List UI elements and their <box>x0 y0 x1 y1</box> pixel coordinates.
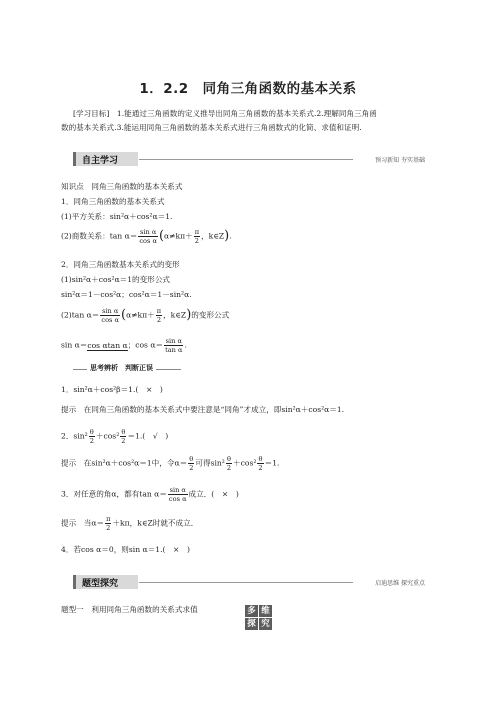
section-subtitle: 启迪思维 探究重点 <box>375 580 425 587</box>
quotient-relation: (2)商数关系：tan α＝ $\frac{\text{sin α}}{\text{cos α}}$ (α≠kπ＋ $\frac{\pi}{2}$ ，k∈Z). <box>61 228 232 245</box>
condition-a: α≠kπ＋ <box>164 231 193 241</box>
fraction-sin-tan: $\frac{\text{sin α}}{\text{tan α}}$ <box>165 337 183 354</box>
question-1: 1．sin²α＋cos²β＝1.( × ) <box>61 385 163 394</box>
multi-dimension-badge: 多 维 探 究 <box>245 605 273 631</box>
page-title: 1．2.2 同角三角函数的基本关系 <box>139 81 357 97</box>
section-label-box <box>73 152 138 166</box>
objectives-line-1: [学习目标] 1.能通过三角函数的定义推导出同角三角函数的基本关系式.2.理解同角三角函 <box>73 109 377 118</box>
hint-3: 提示 当α＝ $\frac{\pi}{2}$ ＋kπ，k∈Z时就不成立． <box>61 515 199 532</box>
section-subtitle: 预习新知 夯实基础 <box>375 157 425 164</box>
condition-b: ，k∈Z <box>201 231 225 241</box>
question-type-1: 题型一 利用同角三角函数的关系式求值 <box>61 605 198 614</box>
question-3: 3．对任意的角α，都有tan α＝ $\frac{\text{sin α}}{\text{cos α}}$ 成立．( × ) <box>61 486 239 503</box>
hint-2: 提示 在sin²α＋cos²α＝1中，令α＝ $\frac{\theta}{2}$ 可得sin² $\frac{\theta}{2}$ ＋cos² $\frac{\theta}{2}$ ＝1. <box>61 455 280 472</box>
section-divider <box>139 159 353 160</box>
fraction-pi-2b: $\frac{\pi}{2}$ <box>156 307 162 324</box>
knowledge-item-1: 1．同角三角函数的基本关系式 <box>61 197 165 206</box>
think-tag-label: 思考辨析 判断正误 <box>87 363 156 373</box>
section-bar-exploration <box>73 575 425 589</box>
paren-open: ( <box>158 228 165 244</box>
paren-close: ) <box>224 228 230 244</box>
variant-2-formulas: sin α＝cos αtan α；cos α＝ $\frac{\text{sin α}}{\text{tan α}}$ . <box>61 337 187 354</box>
knowledge-item-2: 2．同角三角函数基本关系式的变形 <box>61 260 180 269</box>
question-2: 2．sin² $\frac{\theta}{2}$ ＋cos² $\frac{\theta}{2}$ ＝1.( √ ) <box>61 428 169 445</box>
fraction-pi-2: $\frac{\pi}{2}$ <box>194 228 200 245</box>
square-relation: (1)平方关系：sin²α＋cos²α＝1. <box>61 212 173 221</box>
fraction-sin-cos-2: $\frac{\text{sin α}}{\text{cos α}}$ <box>101 307 119 324</box>
underlined-answer: cos αtan α <box>87 340 128 350</box>
knowledge-heading: 知识点 同角三角函数的基本关系式 <box>61 182 183 191</box>
question-4: 4．若cos α＝0，则sin α＝1.( × ) <box>61 545 190 554</box>
variant-2: (2)tan α＝ $\frac{\text{sin α}}{\text{cos α}}$ (α≠kπ＋ $\frac{\pi}{2}$ ，k∈Z)的变形公式 <box>61 307 230 324</box>
think-tag <box>73 364 193 374</box>
hint-1: 提示 在同角三角函数的基本关系式中要注意是“同角”才成立，即sin²α＋cos²α＝1. <box>61 405 345 414</box>
quotient-prefix: (2)商数关系：tan α＝ <box>61 231 138 241</box>
section-label: 题型探究 <box>82 579 119 589</box>
objectives-line-2: 数的基本关系式.3.能运用同角三角函数的基本关系式进行三角函数式的化简、求值和证明. <box>61 123 362 132</box>
section-divider <box>139 582 353 583</box>
variant-1-formulas: sin²α＝1－cos²α；cos²α＝1－sin²α. <box>61 290 192 299</box>
fraction-sin-cos: $\frac{\text{sin α}}{\text{cos α}}$ <box>139 228 157 245</box>
section-label: 自主学习 <box>82 156 119 166</box>
variant-1: (1)sin²α＋cos²α＝1的变形公式 <box>61 275 171 284</box>
section-bar-self-study <box>73 152 425 166</box>
section-label-box <box>73 575 138 589</box>
